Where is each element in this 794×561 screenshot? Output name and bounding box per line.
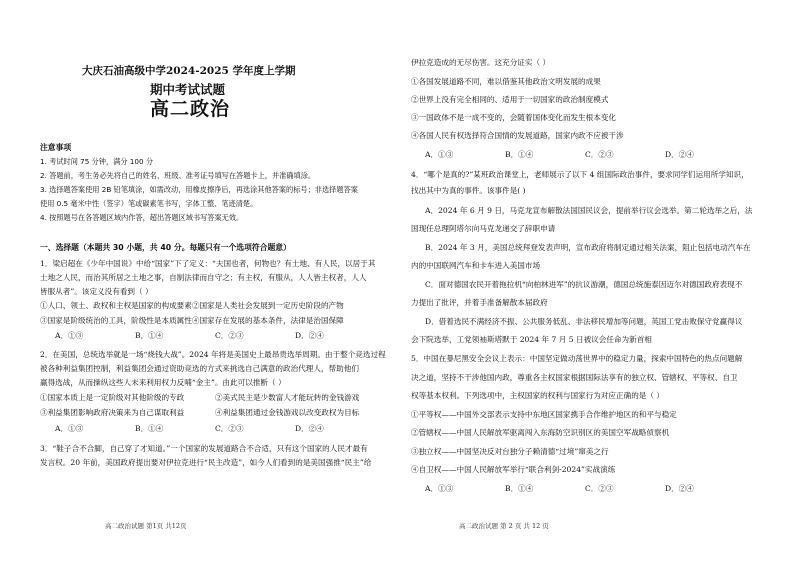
question-1-option-d: D．②④ [295, 331, 324, 340]
question-4-option-a-cont: 国现任总理阿塔尔向马克龙递交了辞职申请 [411, 224, 556, 233]
section-heading: 一、选择题（本题共 30 小题，共 40 分。每题只有一个选项符合题意） [40, 243, 291, 252]
question-4-option-b-cont: 内的中国联网汽车和卡车进入美国市场 [411, 261, 541, 270]
question-5-option-b: B．①④ [505, 484, 534, 493]
question-3-option-a: A．①③ [425, 150, 454, 159]
question-1-option-a: A．①③ [55, 331, 84, 340]
notice-line: 4. 按照题号在各答题区域内作答，超出答题区域书写答案无效。 [40, 213, 244, 222]
question-1-line: 皆服从者”。该定义没有看到（ ） [40, 287, 153, 296]
question-5-option-a: A．①③ [425, 484, 454, 493]
question-1-option-b: B．①④ [135, 331, 164, 340]
question-2-option-d: D．②④ [295, 424, 324, 433]
question-2-line: 被各种利益集团控制，利益集团会通过资助竞选的方式来挑选自己满意的政治代理人，帮助他们 [40, 364, 359, 373]
question-3-line: 发言权。20 年前，美国政府提出要对伊拉克进行“民主改造”，如今人们看到的是美国强推“民主”给 [40, 458, 372, 467]
question-5-line: 决之道，坚持不干涉他国内政，尊重各主权国家根据国际法享有的独立权、管辖权、平等权、自卫 [411, 373, 738, 382]
question-1-statement: ③国家是阶级统治的工具，阶级性是本质属性④国家存在发展的基本条件，法律是治国保障 [40, 316, 344, 325]
question-1-line: 土地之人民，而治其所居之土地之事，自制法律而自守之；有主权，有服从，人人皆主权者，人人 [40, 273, 367, 282]
question-4-option-d: D．借着选民不满经济不振、公共服务低乱、非法移民增加等问题，英国工党击败保守党赢得议 [425, 317, 743, 326]
question-1-line: 1．梁启超在《少年中国说》中给“国家”下了定义：“夫国也者，何物也？有土地、有人民，以居于其 [40, 259, 376, 268]
question-3-statement: ③一国政体不是一成不变的，会随着国体变化而发生根本变化 [411, 113, 617, 122]
notice-line: 3. 选择题答案使用 2B 铅笔填涂，如需改动，用橡皮擦净后，再选涂其他答案的标号；非选择题答案 [40, 185, 358, 194]
question-3-option-d: D．②④ [665, 150, 694, 159]
exam-title: 期中考试试题 [150, 82, 226, 97]
question-5-option-c: C．②③ [585, 484, 614, 493]
question-5-line: 权等基本权利。下列选项中，主权国家的权利与国家行为对应正确的是（ ） [411, 391, 665, 400]
question-2-option-c: C．②③ [215, 424, 244, 433]
question-4-line: 4．“哪个是真的?”某班政治课堂上，老师展示了以下 4 组国际政治事件，要求同学们运用所学知识， [411, 170, 749, 179]
notice-line: 使用 0.5 毫米中性（签字）笔或碳素笔书写，字体工整、笔迹清楚。 [40, 199, 258, 208]
question-4-option-b: B．2024 年 3 月，美国总统拜登发表声明，宣布政府将制定通过相关法案，阻止包括电动汽车在 [425, 243, 751, 252]
question-4-option-d-cont: 会下院选举，工党领袖斯塔默于 2024 年 7 月 5 日被议会任命为新首相 [411, 335, 652, 344]
subject-title: 高二政治 [150, 98, 231, 120]
question-5-statement: ①平等权——中国外交部表示支持中东地区国家携手合作维护地区的和平与稳定 [411, 410, 677, 419]
page-footer: 高二政治试题 第 2 页 共 12 页 [459, 522, 549, 530]
question-4-option-a: A．2024 年 6 月 9 日，马克龙宣布解散法国国民议会，提前举行议会选举。第二轮选举之后，法 [425, 206, 753, 215]
question-3-option-b: B．①④ [505, 150, 534, 159]
question-4-line: 找出其中为真的事件。该事件是( ) [411, 186, 526, 195]
question-2-statement: ④利益集团通过金钱游戏以改变政权为目标 [215, 408, 360, 417]
question-5-statement: ④自卫权——中国人民解放军举行“联合利剑-2024”实战演练 [411, 465, 616, 474]
question-3-line: 伊拉克造成的无尽伤害。这充分证实（ ） [411, 58, 551, 67]
school-title: 大庆石油高级中学2024-2025 学年度上学期 [82, 65, 296, 77]
question-1-statement: ①人口、领土、政权和主权是国家的构成要素②国家是人类社会发展到一定历史阶段的产物 [40, 301, 344, 310]
question-5-option-d: D．②④ [665, 484, 694, 493]
question-1-option-c: C．②③ [215, 331, 244, 340]
question-3-option-c: C．②③ [585, 150, 614, 159]
notice-heading: 注意事项 [40, 143, 72, 152]
notice-line: 1. 考试时间 75 分钟，满分 100 分 [40, 157, 154, 166]
question-2-statement: ③利益集团影响政府决策来为自己谋取利益 [40, 408, 185, 417]
question-2-statement: ②美式民主是少数富人才能玩转的金钱游戏 [215, 393, 360, 402]
notice-line: 2. 答题前，考生务必先将自己的姓名、班级、准考证号填写在答题卡上，并准确填涂。 [40, 171, 316, 180]
page-footer: 高二政治试题 第1页 共12页 [105, 522, 187, 530]
question-5-statement: ②管辖权——中国人民解放军驱离闯入东海防空识别区的美国空军战略侦察机 [411, 428, 670, 437]
question-2-line: 赢得选战，从而操纵这些人未来利用权力反哺“金主”。由此可以推断（ ） [40, 378, 286, 387]
question-4-option-c: C．面对德国农民开着拖拉机“向柏林进军”的抗议游潮，德国总统施泰因迈尔对德国政府表现不 [425, 280, 743, 289]
question-3-statement: ②世界上没有完全相同的、适用于一切国家的政治制度模式 [411, 95, 609, 104]
page-2 [397, 0, 794, 561]
question-3-statement: ①各国发展道路不同，难以借鉴其他政治文明发展的成果 [411, 77, 601, 86]
question-2-line: 2．在美国，总统选举就是一场“烧钱大战”。2024 年将是美国史上最昂贵选举周期。由于整个竞选过程 [40, 350, 386, 359]
question-2-option-b: B．①④ [135, 424, 164, 433]
question-4-option-c-cont: 力提出了批评，并着手准备解散本届政府 [411, 298, 548, 307]
question-3-line: 3．“鞋子合不合脚，自己穿了才知道。”一个国家的发展道路合不合适，只有这个国家的人民才最有 [40, 444, 368, 453]
question-3-statement: ④各国人民有权选择符合国情的发展道路，国家内政不应被干涉 [411, 131, 624, 140]
question-2-option-a: A．①③ [55, 424, 84, 433]
question-5-line: 5．中国在暴尼黑安全会议上表示：中国坚定做动荡世界中的稳定力量，探索中国特色的热点问题解 [411, 354, 743, 363]
question-5-statement: ③独立权——中国坚决反对台独分子赖清德“过境”窜美之行 [411, 447, 609, 456]
question-2-statement: ①国家本质上是一定阶级对其他阶级的专政 [40, 393, 185, 402]
